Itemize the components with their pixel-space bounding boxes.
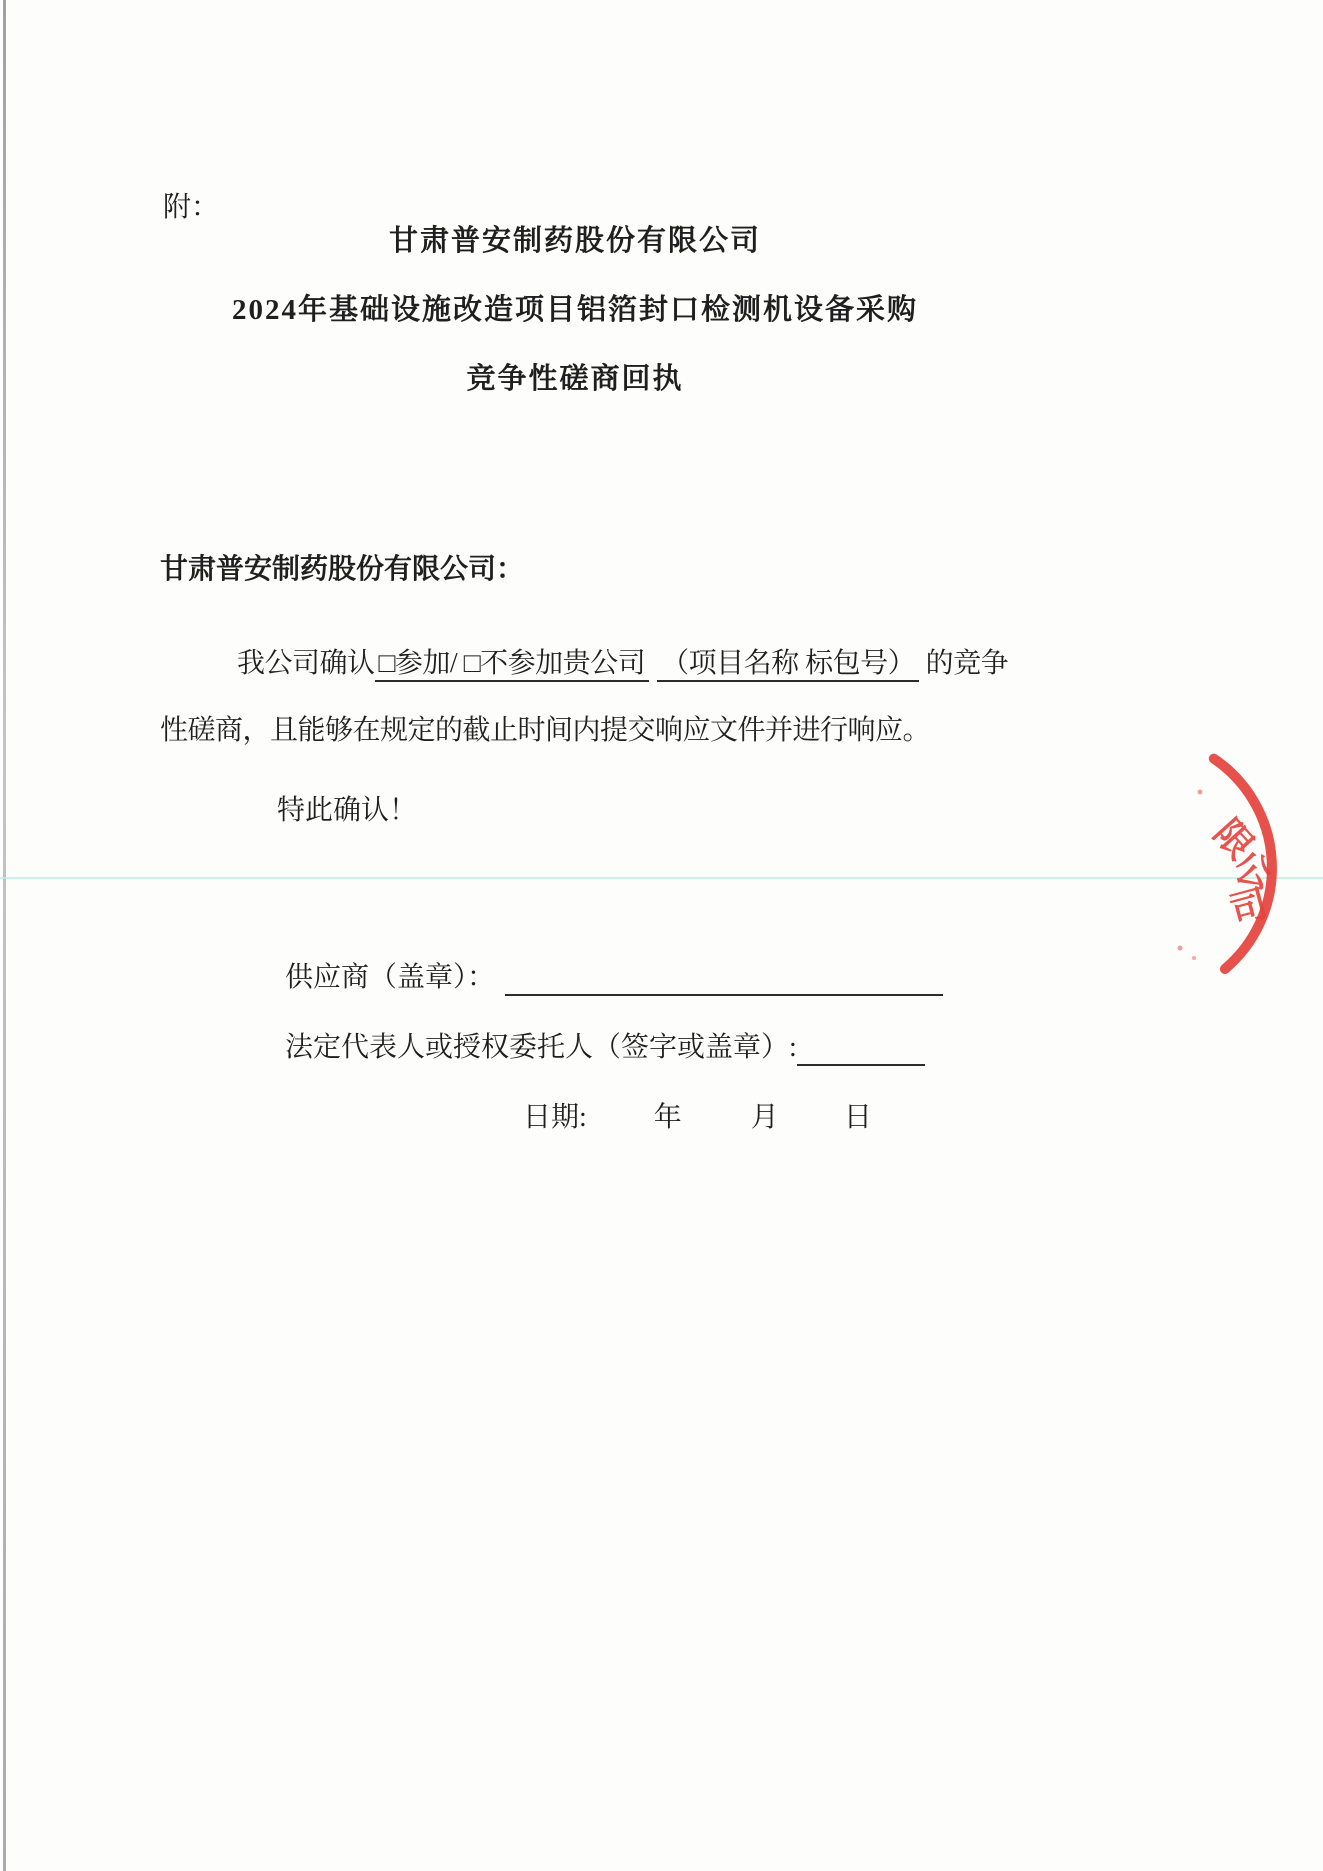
legal-rep-label: 法定代表人或授权委托人（签字或盖章）: (285, 1032, 797, 1063)
legal-rep-line (285, 1030, 925, 1066)
scan-edge-shadow (3, 0, 6, 1871)
title-project-name: 2024年基础设施改造项目铝箔封口检测机设备采购 (231, 294, 918, 326)
title-company-name: 甘肃普安制药股份有限公司 (388, 225, 761, 257)
red-company-seal-partial (1128, 748, 1303, 986)
scan-artifact-line (0, 877, 1323, 879)
supplier-seal-blank-line (505, 964, 943, 996)
supplier-seal-label: 供应商（盖章）： (285, 962, 496, 993)
addressee-line: 甘肃普安制药股份有限公司： (160, 554, 525, 585)
seal-ink-speck (1192, 956, 1196, 960)
date-label: 日期: (523, 1102, 587, 1133)
confirmation-line: 特此确认！ (277, 795, 418, 826)
body-line1-suffix: 的竞争 (925, 648, 1009, 679)
day-label: 日 (843, 1102, 872, 1133)
seal-char-2: 公 (1229, 847, 1277, 897)
year-label: 年 (653, 1102, 682, 1133)
title-receipt-type: 竞争性磋商回执 (466, 363, 684, 395)
seal-char-1: 限 (1205, 812, 1261, 868)
month-label: 月 (750, 1102, 779, 1133)
seal-ink-speck (1198, 790, 1203, 795)
date-line (523, 1100, 872, 1136)
seal-char-3: 司 (1225, 883, 1273, 933)
seal-ink-speck (1178, 946, 1183, 951)
body-line-1 (237, 646, 1008, 682)
project-name-blank: （项目名称 标包号） (657, 648, 919, 682)
participate-checkbox-options: □参加/ □不参加贵公司 (375, 648, 650, 682)
body-line-2: 性磋商，且能够在规定的截止时间内提交响应文件并进行响应。 (160, 715, 931, 746)
attachment-label: 附： (163, 192, 220, 223)
legal-rep-blank-line (797, 1034, 925, 1066)
supplier-seal-line (285, 960, 943, 996)
body-line1-prefix: 我公司确认 (237, 648, 375, 679)
